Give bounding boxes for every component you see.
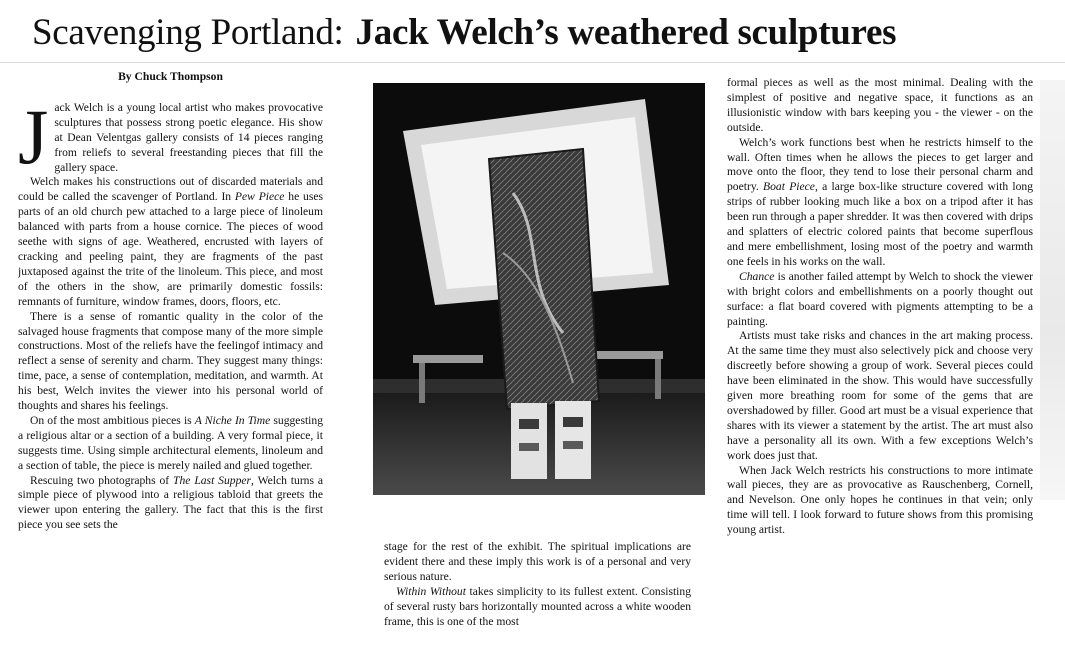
adjacent-page-edge: [1040, 80, 1065, 500]
article-column-2: [384, 540, 691, 642]
headline-rule: [0, 62, 1065, 63]
byline: By Chuck Thompson: [118, 70, 223, 83]
drop-cap: J: [18, 92, 49, 180]
artwork-title-within-without: Within Without: [396, 584, 466, 598]
artwork-title-boat-piece: Boat Piece: [763, 180, 815, 194]
paragraph-2-text-b: he uses parts of an old church pew attached to a large piece of linoleum balanced with parts from a house cornice. The pieces of wood seethe with signs of age. Weathered, encrusted with layers of cracking and peeling paint, they are fragments of the past juxtaposed against the trite of the linoleum. This piece, and most of the others in the show, are primarily domestic fossils: remnants of furniture, window frames, doors, floors, etc.: [18, 190, 323, 308]
article-column-3: [727, 76, 1033, 642]
paragraph-2-text-a: Welch makes his constructions out of discarded materials and could be called the scavenger of Portland. In: [18, 175, 323, 204]
paragraph-9-text-a: Welch’s work functions best when he restricts himself to the wall. Often times when he allows the pieces to get larger and move onto the floor, they tend to lose their personal charm and poetry.: [727, 135, 1033, 194]
paragraph-10: [727, 270, 1033, 330]
paragraph-9-text-b: , a large box-like structure covered with long strips of rubber looking much like a box on a tripod after it has been run through a paper shredder. It was then covered with drips and splatters of electric colored paints that become superflous and mere embellishment, losing most of the poetry and warmth one feels in his works on the wall.: [727, 180, 1033, 268]
paragraph-11: Artists must take risks and chances in the art making process. At the same time they must also selectively pick and choose very discreetly before showing a group of work. Several pieces could have been eliminated in the show. This would have successfully given more breathing room for some of the gems that are overshadowed by filler. Good art must be a visual experience that shares with its viewer a statement by the artist. The art must also have a personality all its own. With a few exceptions Welch’s work does just that.: [727, 329, 1033, 462]
paragraph-4-text-b: suggesting a religious altar or a section of a building. A very formal piece, it suggests time. Using simple architectural elements, linoleum and a section of table, the piece is merely nailed and glued together.: [18, 413, 323, 472]
sculpture-photo: [373, 83, 705, 495]
paragraph-5: [18, 474, 323, 534]
sculpture-photo-drawing: [373, 83, 705, 495]
headline: [32, 8, 1062, 58]
artwork-title-last-supper: The Last Supper: [173, 473, 252, 487]
headline-part-1: Scavenging Portland:: [32, 12, 344, 53]
paragraph-4-text-a: On of the most ambitious pieces is: [30, 413, 195, 427]
artwork-title-niche-in-time: A Niche In Time: [194, 413, 271, 427]
paragraph-8: formal pieces as well as the most minimal. Dealing with the simplest of positive and negative space, it functions as an illusionistic window with bars keeping you - the viewer - on the outside.: [727, 76, 1033, 134]
artwork-title-chance: Chance: [739, 269, 775, 283]
artwork-title-pew-piece: Pew Piece: [234, 190, 285, 204]
paragraph-7-text: takes simplicity to its fullest extent. Consisting of several rusty bars horizontally mounted across a white wooden frame, this is one of the most: [384, 584, 691, 628]
headline-part-2: Jack Welch’s weathered sculptures: [355, 12, 897, 53]
paragraph-5-text-a: Rescuing two photographs of: [30, 473, 174, 487]
paragraph-6: stage for the rest of the exhibit. The spiritual implications are evident there and these imply this work is of a personal and very serious nature.: [384, 540, 691, 583]
article-column-1: [18, 70, 323, 642]
paragraph-5-text-b: , Welch turns a simple piece of plywood into a religious tabloid that greets the viewer upon entering the gallery. The fact that this is the first piece you see sets the: [18, 473, 323, 532]
paragraph-4: [18, 414, 323, 474]
paragraph-12: When Jack Welch restricts his constructions to more intimate wall pieces, they are as provocative as Rauschenberg, Cornell, and Nevelson. One only hopes he continues in that vein; only time will tell. I look forward to future shows from this promising young artist.: [727, 463, 1033, 537]
paragraph-1: [18, 92, 323, 180]
paragraph-2: [18, 175, 323, 309]
paragraph-7: [384, 585, 691, 630]
paragraph-9: [727, 136, 1033, 270]
paragraph-1-text: ack Welch is a young local artist who makes provocative sculptures that possess strong poetic elegance. His show at Dean Velentgas gallery consists of 14 pieces ranging from reliefs to several freestanding pieces that fill the gallery space.: [54, 100, 323, 174]
paragraph-10-text: is another failed attempt by Welch to shock the viewer with bright colors and embellishments on a poorly thought out surface: a flat board covered with pigments attempting to be a painting.: [727, 269, 1033, 328]
paragraph-3: There is a sense of romantic quality in the color of the salvaged house fragments that compose many of the more simple constructions. Most of the reliefs have the feelingof intimacy and reflect a sense of serenity and charm. They suggest many things: time, pace, a sense of contemplation, meditation, and warmth. At his best, Welch invites the viewer into his personal world of thoughts and shares his feelings.: [18, 309, 323, 413]
